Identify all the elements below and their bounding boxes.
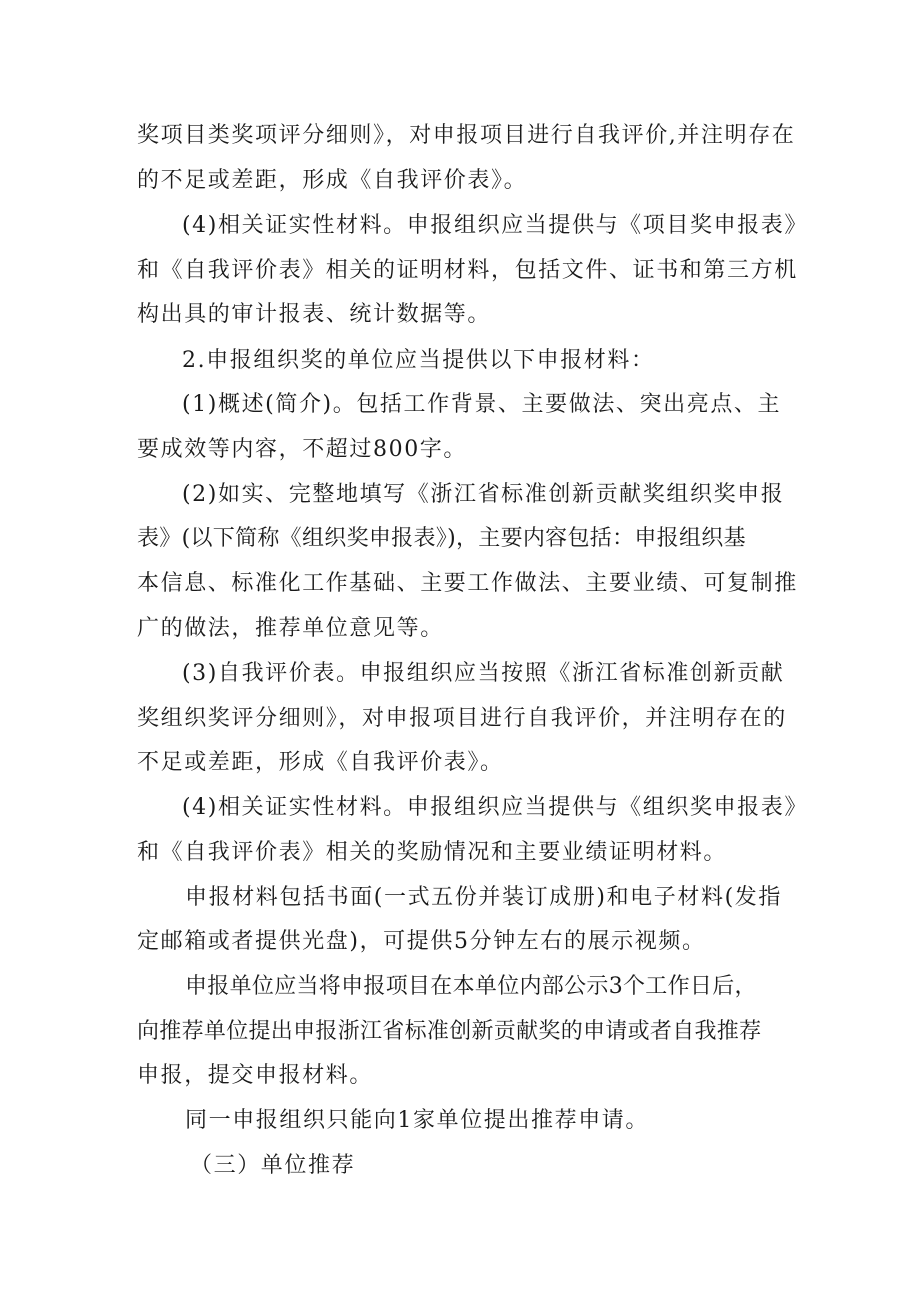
paragraph-line: 和《自我评价表》相关的证明材料，包括文件、证书和第三方机 — [137, 258, 798, 283]
paragraph-line: 本信息、标准化工作基础、主要工作做法、主要业绩、可复制推 — [137, 571, 798, 596]
paragraph-line: 和《自我评价表》相关的奖励情况和主要业绩证明材料。 — [137, 840, 728, 865]
paragraph-line: 申报材料包括书面(一式五份并装订成册)和电子材料(发指 — [185, 885, 782, 910]
paragraph-line: (4)相关证实性材料。申报组织应当提供与《项目奖申报表》 — [182, 213, 808, 238]
paragraph-line: 奖项目类奖项评分细则》，对申报项目进行自我评价,并注明存在 — [137, 123, 796, 148]
paragraph-line: 奖组织奖评分细则》，对申报项目进行自我评价，并注明存在的 — [137, 706, 787, 731]
section-heading: 2.申报组织奖的单位应当提供以下申报材料： — [182, 348, 655, 373]
paragraph-line: 构出具的审计报表、统计数据等。 — [137, 302, 492, 327]
paragraph-line: (4)相关证实性材料。申报组织应当提供与《组织奖申报表》 — [182, 795, 808, 820]
paragraph-line: (2)如实、完整地填写《浙江省标准创新贡献奖组织奖申报 — [182, 482, 785, 507]
paragraph-line: (3)自我评价表。申报组织应当按照《浙江省标准创新贡献 — [182, 661, 785, 686]
paragraph-line: 不足或差距，形成《自我评价表》。 — [137, 750, 504, 775]
paragraph-line: 广的做法，推荐单位意见等。 — [137, 616, 444, 641]
paragraph-line: 申报，提交申报材料。 — [137, 1063, 374, 1088]
paragraph-line: (1)概述(简介)。包括工作背景、主要做法、突出亮点、主 — [182, 392, 782, 417]
paragraph-line: 表》(以下简称《组织奖申报表》)，主要内容包括：申报组织基 — [137, 526, 746, 551]
paragraph-line: 申报单位应当将申报项目在本单位内部公示3个工作日后， — [185, 974, 757, 999]
paragraph-line: 向推荐单位提出申报浙江省标准创新贡献奖的申请或者自我推荐 — [137, 1019, 762, 1044]
paragraph-line: 定邮箱或者提供光盘)，可提供5分钟左右的展示视频。 — [137, 929, 706, 954]
paragraph-line: 同一申报组织只能向1家单位提出推荐申请。 — [185, 1108, 649, 1133]
paragraph-line: 的不足或差距，形成《自我评价表》。 — [137, 168, 528, 193]
paragraph-line: 要成效等内容，不超过800字。 — [137, 437, 467, 462]
section-heading: （三）单位推荐 — [190, 1153, 356, 1178]
